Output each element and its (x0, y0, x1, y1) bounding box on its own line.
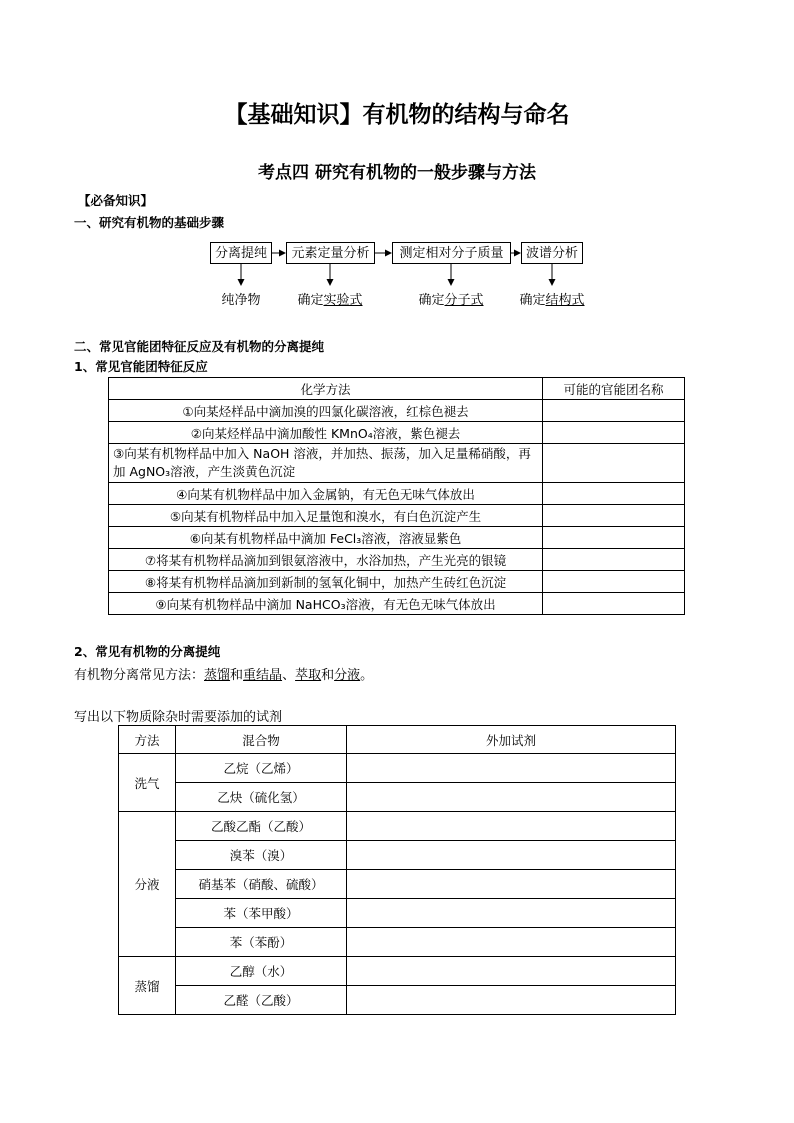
reagent-cell[interactable] (347, 899, 676, 928)
instruction-line: 写出以下物质除杂时需要添加的试剂 (74, 710, 283, 725)
mixture-cell: 乙醛（乙酸） (176, 986, 347, 1015)
mixture-cell: 苯（苯甲酸） (176, 899, 347, 928)
method-cell: ⑤向某有机物样品中加入足量饱和溴水，有白色沉淀产生 (109, 505, 543, 527)
method-cell: ⑨向某有机物样品中滴加 NaHCO₃溶液，有无色无味气体放出 (109, 593, 543, 615)
table-row (119, 957, 676, 986)
mixture-cell: 乙醇（水） (176, 957, 347, 986)
reagent-cell[interactable] (347, 870, 676, 899)
section-heading-reactions: 二、常见官能团特征反应及有机物的分离提纯 (74, 339, 325, 354)
answer-cell[interactable] (543, 400, 685, 422)
flow-label-pure: 纯净物 (221, 293, 261, 308)
method-cell: ④向某有机物样品中加入金属钠，有无色无味气体放出 (109, 483, 543, 505)
table-row (109, 505, 685, 527)
table-row (109, 527, 685, 549)
reagent-cell[interactable] (347, 754, 676, 783)
reagent-cell[interactable] (347, 928, 676, 957)
col-header-method: 方法 (119, 726, 176, 754)
flow-box-separation: 分离提纯 (210, 242, 272, 264)
separation-methods-line: 有机物分离常见方法：蒸馏和重结晶、萃取和分液。 (74, 668, 374, 683)
method-cell: 蒸馏 (119, 957, 176, 1015)
flow-label-structural: 确定结构式 (519, 293, 585, 308)
flow-arrows (0, 0, 794, 320)
table-row (119, 812, 676, 841)
page-title: 【基础知识】有机物的结构与命名 (224, 102, 570, 128)
reagent-cell[interactable] (347, 841, 676, 870)
answer-cell[interactable] (543, 571, 685, 593)
table-header-row (109, 378, 685, 400)
table-row (109, 571, 685, 593)
reagent-cell[interactable] (347, 783, 676, 812)
mixture-cell: 溴苯（溴） (176, 841, 347, 870)
mixture-cell: 乙烷（乙烯） (176, 754, 347, 783)
table-row (109, 444, 685, 483)
method-cell: 分液 (119, 812, 176, 957)
col-header-method: 化学方法 (109, 378, 543, 400)
table-row (109, 549, 685, 571)
mixture-cell: 乙酸乙酯（乙酸） (176, 812, 347, 841)
flow-box-element-analysis: 元素定量分析 (286, 242, 375, 264)
purification-table (118, 725, 676, 1015)
method-cell: ⑦将某有机物样品滴加到银氨溶液中，水浴加热，产生光亮的银镜 (109, 549, 543, 571)
section-subtitle: 考点四 研究有机物的一般步骤与方法 (258, 163, 536, 183)
table-row (119, 841, 676, 870)
flow-label-molecular: 确定分子式 (418, 293, 484, 308)
table-row (119, 870, 676, 899)
flow-label-empirical: 确定实验式 (297, 293, 363, 308)
functional-group-table (108, 377, 685, 615)
table-row (119, 986, 676, 1015)
table-row (119, 783, 676, 812)
required-knowledge-label: 【必备知识】 (78, 193, 154, 208)
method-cell: ⑥向某有机物样品中滴加 FeCl₃溶液，溶液显紫色 (109, 527, 543, 549)
method-cell: ⑧将某有机物样品滴加到新制的氢氧化铜中，加热产生砖红色沉淀 (109, 571, 543, 593)
method-cell: ③向某有机物样品中加入 NaOH 溶液，并加热、振荡，加入足量稀硝酸，再加 AgNO₃溶液，产生淡黄色沉淀 (109, 444, 543, 483)
mixture-cell: 苯（苯酚） (176, 928, 347, 957)
subheading-functional-groups: 1、常见官能团特征反应 (74, 359, 208, 374)
answer-cell[interactable] (543, 422, 685, 444)
table-header-row (119, 726, 676, 754)
table-row (109, 400, 685, 422)
table-row (119, 928, 676, 957)
answer-cell[interactable] (543, 444, 685, 483)
reagent-cell[interactable] (347, 957, 676, 986)
reagent-cell[interactable] (347, 812, 676, 841)
answer-cell[interactable] (543, 593, 685, 615)
flow-box-spectra: 波谱分析 (521, 242, 583, 264)
method-cell: ②向某烃样品中滴加酸性 KMnO₄溶液，紫色褪去 (109, 422, 543, 444)
col-header-mixture: 混合物 (176, 726, 347, 754)
answer-cell[interactable] (543, 549, 685, 571)
table-row (119, 754, 676, 783)
mixture-cell: 硝基苯（硝酸、硫酸） (176, 870, 347, 899)
table-row (119, 899, 676, 928)
flow-box-molecular-mass: 测定相对分子质量 (392, 242, 511, 264)
col-header-group: 可能的官能团名称 (543, 378, 685, 400)
reagent-cell[interactable] (347, 986, 676, 1015)
method-cell: 洗气 (119, 754, 176, 812)
section-heading-steps: 一、研究有机物的基础步骤 (74, 215, 225, 230)
method-cell: ①向某烃样品中滴加溴的四氯化碳溶液，红棕色褪去 (109, 400, 543, 422)
answer-cell[interactable] (543, 483, 685, 505)
table-row (109, 422, 685, 444)
table-row (109, 593, 685, 615)
table-row (109, 483, 685, 505)
mixture-cell: 乙炔（硫化氢） (176, 783, 347, 812)
answer-cell[interactable] (543, 527, 685, 549)
answer-cell[interactable] (543, 505, 685, 527)
subheading-separation: 2、常见有机物的分离提纯 (74, 644, 221, 659)
col-header-reagent: 外加试剂 (347, 726, 676, 754)
